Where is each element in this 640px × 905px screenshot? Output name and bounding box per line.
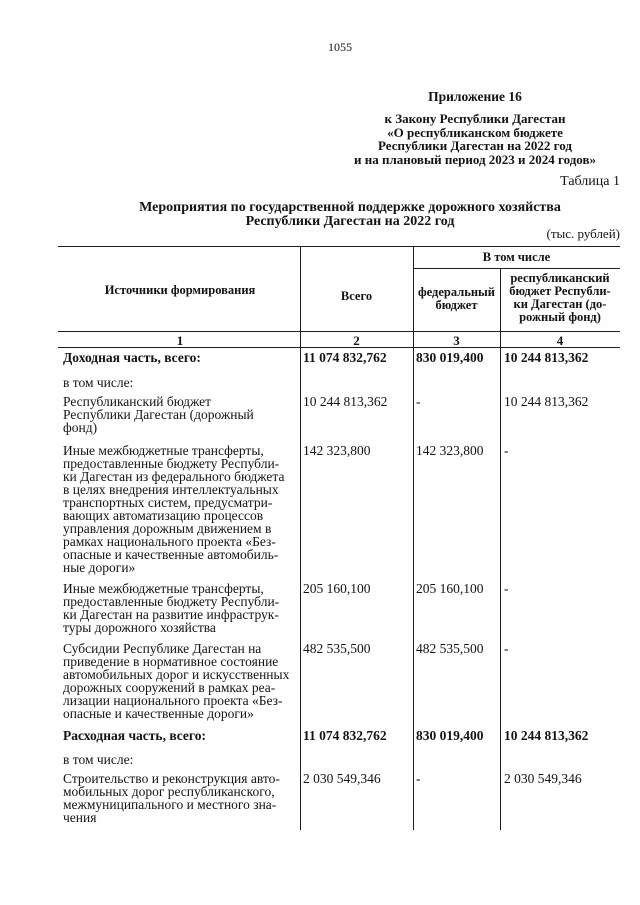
- document-title-line: Республики Дагестан на 2022 год: [245, 213, 455, 229]
- header-bottom-border: [58, 331, 620, 332]
- row-label: в том числе:: [63, 375, 134, 390]
- column-number: 2: [353, 333, 360, 348]
- total-value: 11 074 832,762: [303, 350, 387, 365]
- federal-value: 142 323,800: [416, 443, 484, 458]
- row-label: Иные межбюджетные трансферты, предоставленные бюджету Республи- ки Дагестан на развитие инфраструк- туры дорожного хозяйства: [63, 581, 280, 635]
- total-value: 2 030 549,346: [303, 771, 381, 786]
- row-label: Республиканский бюджет Республики Дагестан (дорожный фонд): [63, 394, 254, 435]
- column-number: 4: [556, 333, 564, 348]
- republic-value: -: [504, 443, 509, 458]
- page-number: 1055: [328, 40, 352, 54]
- header-including: В том числе: [482, 250, 551, 264]
- federal-value: 205 160,100: [416, 581, 484, 596]
- document-title-line: Мероприятия по государственной поддержке дорожного хозяйства: [139, 200, 561, 215]
- header-federal: федеральный бюджет: [417, 285, 495, 312]
- appendix-line: к Закону Республики Дагестан: [384, 111, 566, 126]
- row-label: Строительство и реконструкция авто- мобильных дорог республиканского, межмуниципального и местного зна- чения: [63, 771, 280, 825]
- column-divider: [500, 268, 501, 830]
- row-label: Доходная часть, всего:: [63, 350, 201, 365]
- federal-value: 830 019,400: [416, 350, 484, 365]
- republic-value: 10 244 813,362: [504, 728, 589, 743]
- appendix-title: Приложение 16: [428, 89, 522, 104]
- row-label: в том числе:: [63, 752, 134, 767]
- appendix-line: и на плановый период 2023 и 2024 годов»: [354, 152, 596, 168]
- republic-value: -: [504, 641, 509, 656]
- column-number: 3: [453, 333, 460, 348]
- header-total: Всего: [340, 289, 373, 303]
- total-value: 482 535,500: [303, 641, 371, 656]
- federal-value: 830 019,400: [416, 728, 484, 743]
- republic-value: 10 244 813,362: [504, 394, 589, 409]
- document-title: [60, 201, 640, 228]
- appendix-line: «О республиканском бюджете: [387, 124, 563, 140]
- units-label: (тыс. рублей): [546, 226, 620, 241]
- total-value: 142 323,800: [303, 443, 371, 458]
- total-value: 205 160,100: [303, 581, 371, 596]
- table-label: Таблица 1: [560, 174, 620, 189]
- row-label: Иные межбюджетные трансферты, предоставленные бюджету Республи- ки Дагестан из федерального бюджета в целях внедрения интеллектуальных транспортных систем, предусматри- вающих автоматизацию процессов управления дорожным движением в рамках национального проекта «Без- опасные и качественные автомобиль- ные дороги»: [63, 443, 285, 575]
- table-top-border: [58, 246, 620, 247]
- header-source: Источники формирования: [104, 283, 256, 297]
- total-value: 11 074 832,762: [303, 728, 387, 743]
- header-subgroup-divider: [413, 268, 620, 269]
- federal-value: 482 535,500: [416, 641, 484, 656]
- republic-value: 10 244 813,362: [504, 350, 589, 365]
- row-label: Субсидии Республике Дагестан на приведение в нормативное состояние автомобильных дорог и искусственных дорожных сооружений в рамках реа- лизации национального проекта «Без- опасные и качественные дороги»: [63, 641, 290, 721]
- republic-value: -: [504, 581, 509, 596]
- republic-value: 2 030 549,346: [504, 771, 582, 786]
- row-label: Расходная часть, всего:: [63, 728, 206, 743]
- federal-value: -: [416, 394, 421, 409]
- appendix-line: Республики Дагестан на 2022 год: [378, 138, 572, 154]
- column-number: 1: [176, 333, 184, 348]
- appendix-reference: [330, 112, 620, 167]
- federal-value: -: [416, 771, 421, 786]
- header-republic: республиканский бюджет Республи- ки Дагестан (до- рожный фонд): [509, 271, 611, 324]
- total-value: 10 244 813,362: [303, 394, 388, 409]
